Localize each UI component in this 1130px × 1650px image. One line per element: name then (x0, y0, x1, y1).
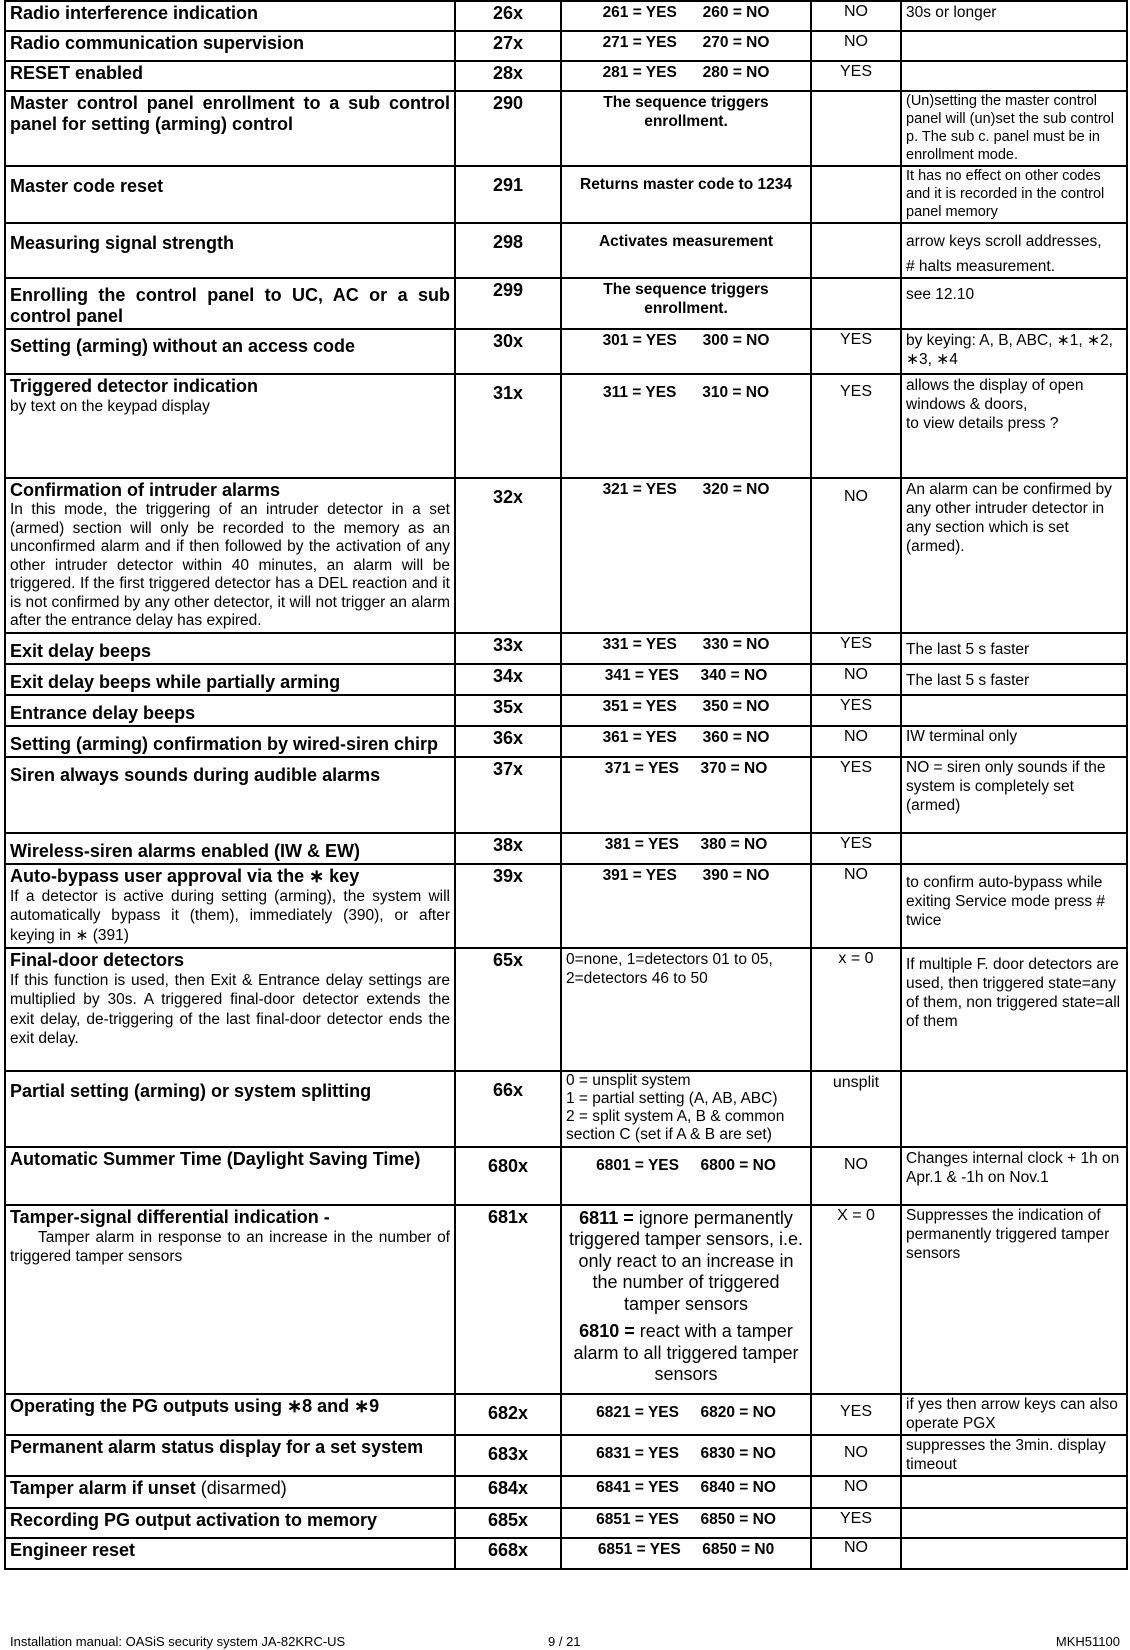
row-note: suppresses the 3min. display timeout (901, 1435, 1127, 1476)
row-code: 685x (455, 1508, 561, 1538)
row-note: The last 5 s faster (901, 664, 1127, 695)
row-sequence: 301 = YES 300 = NO (561, 329, 811, 374)
table-cell (5, 1071, 455, 1147)
row-description: by text on the keypad display (10, 398, 210, 415)
row-default: YES (811, 1394, 901, 1435)
row-sequence: 321 = YES 320 = NO (561, 478, 811, 633)
row-sequence: 311 = YES 310 = NO (561, 374, 811, 478)
row-code: 39x (455, 864, 561, 948)
row-title: Wireless-siren alarms enabled (IW & EW) (10, 840, 360, 861)
row-default: YES (811, 633, 901, 664)
table-cell (561, 1205, 811, 1394)
row-note (901, 1538, 1127, 1569)
table-row (5, 1435, 1127, 1476)
row-default: YES (811, 833, 901, 864)
row-title: Setting (arming) confirmation by wired-siren chirp (10, 733, 439, 754)
row-note: allows the display of open windows & doors, (906, 377, 1084, 413)
table-cell (901, 374, 1127, 478)
row-note (901, 1071, 1127, 1147)
row-default: YES (811, 329, 901, 374)
row-code: 35x (455, 695, 561, 726)
row-note: IW terminal only (901, 726, 1127, 757)
row-note: to confirm auto-bypass while exiting Service mode press # twice (901, 864, 1127, 948)
table-row (5, 61, 1127, 91)
row-title: Entrance delay beeps (10, 702, 196, 723)
row-sequence: 351 = YES 350 = NO (561, 695, 811, 726)
table-row (5, 31, 1127, 61)
row-default: NO (811, 31, 901, 61)
row-title: Master code reset (10, 176, 164, 196)
row-default: x = 0 (811, 948, 901, 1071)
row-code: 30x (455, 329, 561, 374)
table-cell (5, 374, 455, 478)
row-sequence-2: 1 = partial setting (A, AB, ABC) (566, 1089, 778, 1107)
table-row (5, 1476, 1127, 1508)
row-default: NO (811, 726, 901, 757)
row-sequence: 381 = YES 380 = NO (561, 833, 811, 864)
table-row (5, 1538, 1127, 1569)
table-cell (5, 91, 455, 166)
row-sequence: 6851 = YES 6850 = N0 (561, 1538, 811, 1569)
row-sequence-2-text: react with a tamper alarm to all triggered tamper sensors (573, 1321, 799, 1384)
table-cell (5, 695, 455, 726)
row-default: NO (811, 664, 901, 695)
row-default: NO (811, 1538, 901, 1569)
table-row (5, 726, 1127, 757)
row-note: If multiple F. door detectors are used, then triggered state=any of them, non triggered state=all of them (901, 948, 1127, 1071)
row-title: Radio communication supervision (10, 33, 305, 53)
table-row (5, 664, 1127, 695)
row-default: NO (811, 864, 901, 948)
row-code: 66x (455, 1071, 561, 1147)
row-sequence: Returns master code to 1234 (561, 166, 811, 223)
table-row (5, 695, 1127, 726)
row-title: Partial setting (arming) or system splitting (10, 1080, 372, 1101)
row-sequence: 6831 = YES 6830 = NO (561, 1435, 811, 1476)
row-code: 668x (455, 1538, 561, 1569)
row-note (901, 31, 1127, 61)
row-title: Radio interference indication (10, 3, 259, 23)
row-title: Recording PG output activation to memory (10, 1509, 378, 1530)
row-title: Siren always sounds during audible alarms (10, 764, 381, 785)
row-sequence: 6811 = (579, 1207, 634, 1228)
row-sequence-text: ignore permanently triggered tamper sensors, i.e. only react to an increase in the number of triggered tamper sensors (568, 1207, 804, 1314)
row-code: 27x (455, 31, 561, 61)
table-cell (5, 833, 455, 864)
row-note (901, 61, 1127, 91)
row-code: 683x (455, 1435, 561, 1476)
table-row (5, 757, 1127, 833)
row-description: If this function is used, then Exit & Entrance delay settings are multiplied by 30s. A triggered final-door detector extends the exit delay, de-triggering of the last final-door detector ends the exit delay. (10, 971, 450, 1047)
row-title: Exit delay beeps while partially arming (10, 671, 341, 692)
table-row (5, 374, 1127, 478)
row-sequence: Activates measurement (561, 223, 811, 278)
row-sequence: 391 = YES 390 = NO (561, 864, 811, 948)
row-code: 299 (455, 278, 561, 329)
row-sequence: 341 = YES 340 = NO (561, 664, 811, 695)
row-note (901, 1508, 1127, 1538)
table-cell (5, 633, 455, 664)
row-title: Automatic Summer Time (Daylight Saving Time) (10, 1148, 421, 1169)
table-row (5, 864, 1127, 948)
row-sequence: 271 = YES 270 = NO (561, 31, 811, 61)
table-cell (5, 948, 455, 1071)
row-note (901, 1476, 1127, 1508)
row-code: 33x (455, 633, 561, 664)
row-title: Final-door detectors (10, 949, 185, 970)
table-row (5, 948, 1127, 1071)
row-note: The last 5 s faster (901, 633, 1127, 664)
row-note: (Un)setting the master control panel will (un)set the sub control p. The sub c. panel must be in enrollment mode. (901, 91, 1127, 166)
table-cell (5, 1435, 455, 1476)
table-cell (5, 31, 455, 61)
row-default: unsplit (811, 1071, 901, 1147)
settings-table (4, 0, 1128, 1570)
table-cell (5, 1394, 455, 1435)
row-default (811, 91, 901, 166)
row-sequence: 0=none, 1=detectors 01 to 05, 2=detectors 46 to 50 (566, 950, 773, 987)
row-code: 684x (455, 1476, 561, 1508)
row-code: 28x (455, 61, 561, 91)
row-note: An alarm can be confirmed by any other intruder detector in any section which is set (armed). (901, 478, 1127, 633)
row-note: see 12.10 (901, 278, 1127, 329)
row-title: Enrolling the control panel to UC, AC or a sub control panel (10, 285, 450, 326)
row-note-2: to view details press ? (906, 415, 1059, 432)
table-cell (5, 1538, 455, 1569)
table-row (5, 633, 1127, 664)
row-default: YES (811, 757, 901, 833)
table-cell (561, 948, 811, 1071)
table-row (5, 478, 1127, 633)
table-cell (5, 1476, 455, 1508)
row-code: 291 (455, 166, 561, 223)
row-code: 681x (455, 1205, 561, 1394)
table-cell (5, 864, 455, 948)
row-code: 290 (455, 91, 561, 166)
table-row (5, 278, 1127, 329)
row-title: Measuring signal strength (10, 233, 235, 253)
table-cell (5, 329, 455, 374)
row-default (811, 223, 901, 278)
table-cell (5, 1508, 455, 1538)
table-row (5, 166, 1127, 223)
table-row (5, 1071, 1127, 1147)
row-description: In this mode, the triggering of an intruder detector in a set (armed) section will only be recorded to the memory as an unconfirmed alarm and if then followed by the activation of any other intruder detector within 40 minutes, an alarm will be triggered. If the first triggered detector has a DEL reaction and it is not confirmed by any other detector, it will not trigger an alarm after the entrance delay has expired. (10, 501, 450, 629)
table-cell (5, 726, 455, 757)
row-title: Triggered detector indication (10, 376, 259, 396)
row-note: 30s or longer (901, 1, 1127, 31)
row-sequence: 371 = YES 370 = NO (561, 757, 811, 833)
row-note: Suppresses the indication of permanently triggered tamper sensors (901, 1205, 1127, 1394)
row-default: YES (811, 61, 901, 91)
table-cell (5, 478, 455, 633)
row-sequence: The sequence triggers enrollment. (561, 278, 811, 329)
row-code: 34x (455, 664, 561, 695)
row-note: NO = siren only sounds if the system is completely set (armed) (901, 757, 1127, 833)
row-sequence: 331 = YES 330 = NO (561, 633, 811, 664)
row-sequence: 6851 = YES 6850 = NO (561, 1508, 811, 1538)
row-description: If a detector is active during setting (arming), the system will automatically bypass it (them), immediately (390), or after keying in ∗ (391) (10, 887, 450, 944)
row-note (901, 833, 1127, 864)
row-default: NO (811, 1, 901, 31)
footer-page-number: 9 / 21 (548, 1634, 581, 1649)
row-sequence: 281 = YES 280 = NO (561, 61, 811, 91)
row-code: 680x (455, 1147, 561, 1205)
table-cell (561, 1071, 811, 1147)
row-title: Operating the PG outputs using ∗8 and ∗9 (10, 1395, 380, 1416)
row-note: if yes then arrow keys can also operate PGX (901, 1394, 1127, 1435)
row-title-suffix: (disarmed) (195, 1477, 287, 1498)
table-cell (5, 1205, 455, 1394)
row-code: 26x (455, 1, 561, 31)
row-code: 38x (455, 833, 561, 864)
table-row (5, 91, 1127, 166)
row-default: YES (811, 374, 901, 478)
row-default: X = 0 (811, 1205, 901, 1394)
table-cell (5, 757, 455, 833)
table-row (5, 833, 1127, 864)
row-sequence: 361 = YES 360 = NO (561, 726, 811, 757)
row-default: YES (811, 1508, 901, 1538)
row-code: 31x (455, 374, 561, 478)
table-cell (5, 664, 455, 695)
footer-manual-title: Installation manual: OASiS security system JA-82KRC-US (10, 1634, 346, 1649)
row-title: Exit delay beeps (10, 640, 152, 661)
row-default: NO (811, 1147, 901, 1205)
row-code: 298 (455, 223, 561, 278)
row-note: Changes internal clock + 1h on Apr.1 & -1h on Nov.1 (901, 1147, 1127, 1205)
table-cell (5, 223, 455, 278)
row-code: 36x (455, 726, 561, 757)
table-cell (5, 61, 455, 91)
row-title: Engineer reset (10, 1539, 136, 1560)
table-row (5, 1, 1127, 31)
row-title: Confirmation of intruder alarms (10, 480, 281, 500)
row-sequence: 6841 = YES 6840 = NO (561, 1476, 811, 1508)
row-default (811, 166, 901, 223)
row-description: Tamper alarm in response to an increase in the number of triggered tamper sensors (10, 1228, 450, 1265)
row-default: YES (811, 695, 901, 726)
row-sequence: 0 = unsplit system (566, 1071, 691, 1089)
table-row (5, 1205, 1127, 1394)
table-cell (5, 166, 455, 223)
row-title: RESET enabled (10, 63, 144, 83)
row-default: NO (811, 478, 901, 633)
table-row (5, 1147, 1127, 1205)
table-cell (5, 1147, 455, 1205)
row-default (811, 278, 901, 329)
row-sequence: 261 = YES 260 = NO (561, 1, 811, 31)
table-row (5, 223, 1127, 278)
row-title: Tamper alarm if unset (10, 1477, 196, 1498)
row-sequence: The sequence triggers enrollment. (561, 91, 811, 166)
table-cell (5, 278, 455, 329)
table-row (5, 329, 1127, 374)
row-sequence: 6821 = YES 6820 = NO (561, 1394, 811, 1435)
row-title: Master control panel enrollment to a sub control panel for setting (arming) control (10, 93, 450, 134)
table-cell (5, 1, 455, 31)
row-title: Auto-bypass user approval via the ∗ key (10, 865, 360, 886)
row-note: It has no effect on other codes and it is recorded in the control panel memory (901, 166, 1127, 223)
table-row (5, 1394, 1127, 1435)
row-default: NO (811, 1435, 901, 1476)
row-sequence-3: 2 = split system A, B & common section C (set if A & B are set) (566, 1107, 785, 1143)
row-title: Setting (arming) without an access code (10, 336, 356, 356)
row-note (901, 695, 1127, 726)
row-sequence: 6801 = YES 6800 = NO (561, 1147, 811, 1205)
row-code: 37x (455, 757, 561, 833)
row-note-2: # halts measurement. (906, 258, 1056, 275)
row-title: Permanent alarm status display for a set system (10, 1436, 424, 1457)
row-code: 65x (455, 948, 561, 1071)
row-code: 682x (455, 1394, 561, 1435)
footer-doc-code: MKH51100 (1055, 1634, 1120, 1649)
row-sequence-2: 6810 = (579, 1321, 635, 1341)
row-note: arrow keys scroll addresses, (906, 233, 1102, 250)
row-title: Tamper-signal differential indication - (10, 1206, 330, 1227)
table-row (5, 1508, 1127, 1538)
row-note: by keying: A, B, ABC, ∗1, ∗2, ∗3, ∗4 (901, 329, 1127, 374)
row-default: NO (811, 1476, 901, 1508)
row-code: 32x (455, 478, 561, 633)
table-cell (901, 223, 1127, 278)
